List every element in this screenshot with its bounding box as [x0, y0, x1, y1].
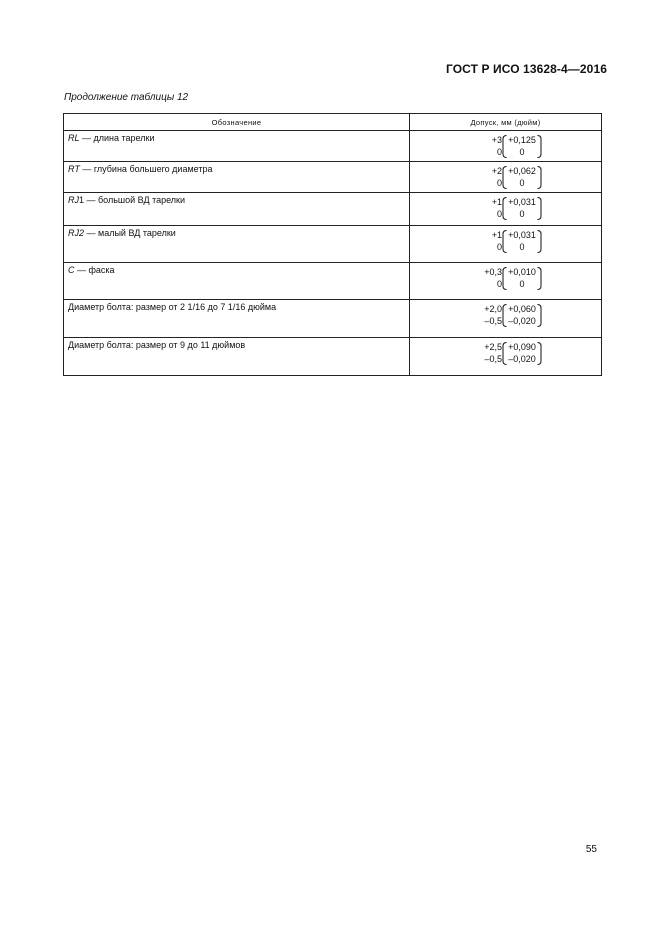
description: — малый ВД тарелки [84, 228, 176, 238]
symbol: RJ [68, 195, 79, 205]
tolerance-inch-upper: +0,010 [508, 267, 536, 277]
table-row [64, 338, 602, 376]
tolerance-inch-lower: 0 [519, 147, 525, 157]
column-header-designation: Обозначение [64, 114, 410, 131]
tolerance-cell [410, 162, 602, 193]
tolerance-table [63, 113, 602, 376]
tolerance-mm-upper: +1 [491, 197, 502, 207]
tolerance-mm-lower: –0,5 [484, 354, 502, 364]
table-header-row [64, 114, 602, 131]
table-row [64, 193, 602, 226]
description: Диаметр болта: размер от 9 до 11 дюймов [68, 340, 246, 350]
tolerance-inch-upper: +0,031 [508, 197, 536, 207]
right-paren-icon [537, 135, 542, 158]
table-row [64, 263, 602, 300]
tolerance-mm-lower: 0 [496, 279, 502, 289]
symbol: RL [68, 133, 80, 143]
right-paren-icon [537, 342, 542, 365]
symbol: C [68, 265, 75, 275]
tolerance-mm-lower: 0 [496, 209, 502, 219]
tolerance-inch-upper: +0,125 [508, 135, 536, 145]
tolerance-inch-upper: +0,060 [508, 304, 536, 314]
symbol: RT [68, 164, 80, 174]
tolerance-inch-lower: 0 [519, 178, 525, 188]
tolerance-mm-lower: –0,5 [484, 316, 502, 326]
tolerance-mm-upper: +2,0 [484, 304, 502, 314]
designation-cell [64, 162, 410, 193]
tolerance-mm-upper: +0,3 [484, 267, 502, 277]
tolerance-mm-upper: +2 [491, 166, 502, 176]
tolerance-inch-lower: –0,020 [508, 354, 536, 364]
tolerance-inch-upper: +0,090 [508, 342, 536, 352]
designation-cell [64, 131, 410, 162]
designation-cell [64, 193, 410, 226]
description: — фаска [74, 265, 115, 275]
tolerance-cell [410, 338, 602, 376]
description: 1 — большой ВД тарелки [79, 195, 186, 205]
table-caption: Продолжение таблицы 12 [64, 92, 189, 103]
right-paren-icon [537, 230, 542, 253]
tolerance-inch-upper: +0,031 [508, 230, 536, 240]
description: Диаметр болта: размер от 2 1/16 до 7 1/16 дюйма [68, 302, 277, 312]
tolerance-cell [410, 263, 602, 300]
tolerance-mm-lower: 0 [496, 242, 502, 252]
table-row [64, 131, 602, 162]
document-code: ГОСТ Р ИСО 13628-4—2016 [445, 62, 607, 76]
tolerance-mm-lower: 0 [496, 178, 502, 188]
tolerance-inch-lower: 0 [519, 279, 525, 289]
designation-cell [64, 226, 410, 263]
tolerance-mm-upper: +3 [491, 135, 502, 145]
page-number: 55 [585, 844, 597, 855]
tolerance-mm-upper: +2,5 [484, 342, 502, 352]
right-paren-icon [537, 267, 542, 290]
tolerance-cell [410, 226, 602, 263]
column-header-tolerance: Допуск, мм (дюйм) [410, 114, 602, 131]
right-paren-icon [537, 304, 542, 327]
tolerance-inch-lower: 0 [519, 209, 525, 219]
right-paren-icon [537, 197, 542, 220]
tolerance-inch-lower: 0 [519, 242, 525, 252]
description: — длина тарелки [79, 133, 155, 143]
designation-cell [64, 338, 410, 376]
table-row [64, 300, 602, 338]
tolerance-mm-lower: 0 [496, 147, 502, 157]
tolerance-inch-upper: +0,062 [508, 166, 536, 176]
right-paren-icon [537, 166, 542, 189]
tolerance-mm-upper: +1 [491, 230, 502, 240]
tolerance-cell [410, 193, 602, 226]
designation-cell [64, 300, 410, 338]
tolerance-cell [410, 300, 602, 338]
description: — глубина большего диаметра [79, 164, 213, 174]
tolerance-inch-lower: –0,020 [508, 316, 536, 326]
symbol: RJ2 [68, 228, 85, 238]
table-row [64, 162, 602, 193]
table-row [64, 226, 602, 263]
designation-cell [64, 263, 410, 300]
tolerance-cell [410, 131, 602, 162]
